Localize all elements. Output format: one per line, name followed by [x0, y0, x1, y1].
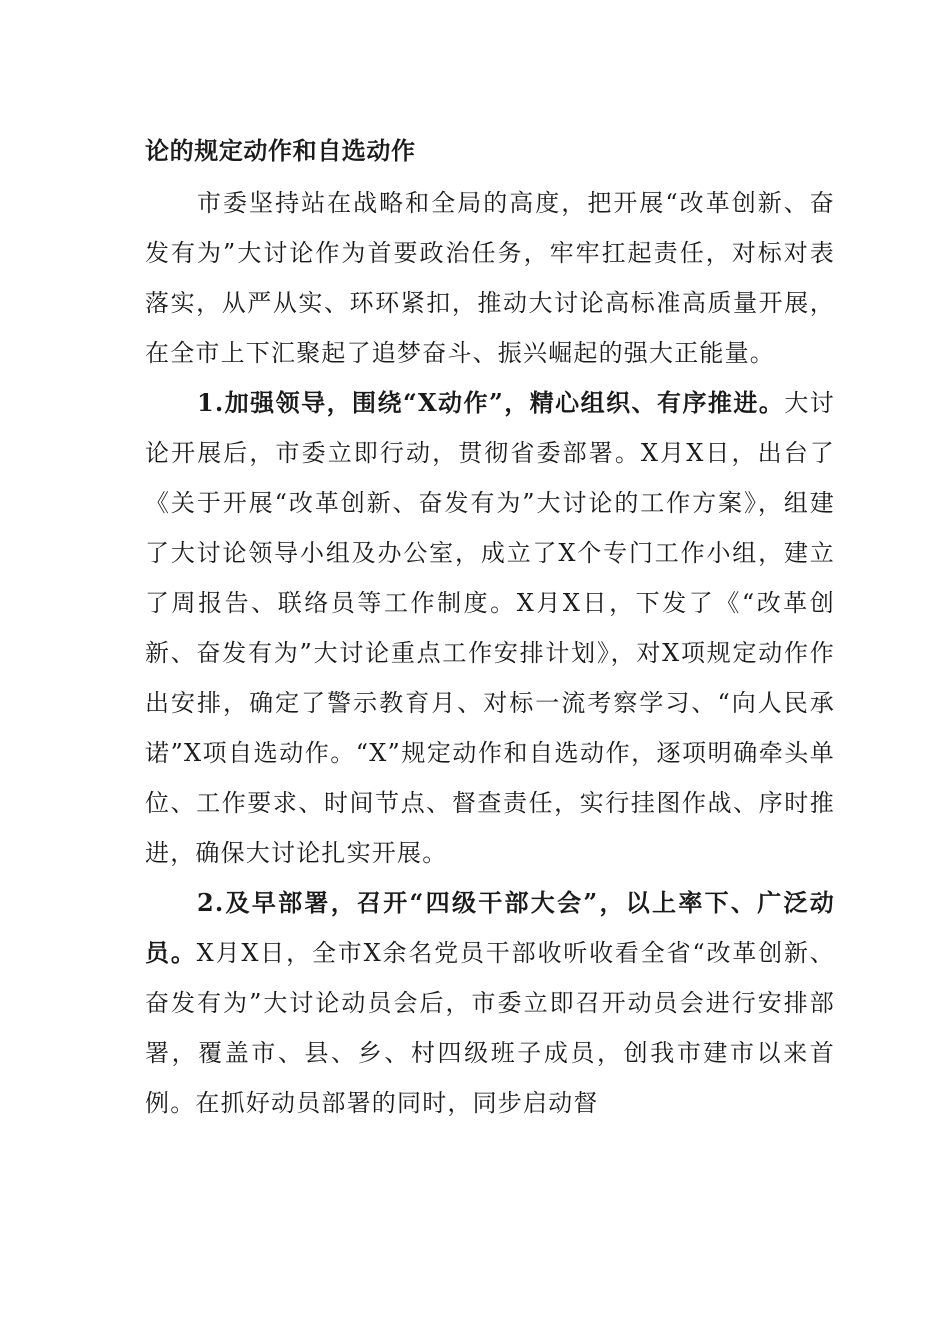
paragraph-lead: 2.及早部署，召开“四级干部大会”，以上率下、广泛动员。: [145, 888, 835, 967]
paragraph-intro: [145, 178, 835, 378]
paragraph-text: 市委坚持站在战略和全局的高度，把开展“改革创新、奋发有为”大讨论作为首要政治任务，牢牢扛起责任，对标对表落实，从严从实、环环紧扣，推动大讨论高标准高质量开展，在全市上下汇聚起了追梦奋斗、振兴崛起的强大正能量。: [145, 189, 835, 367]
section-heading: 论的规定动作和自选动作: [145, 136, 416, 165]
paragraph-item-2: [145, 878, 835, 1128]
paragraph-item-1: [145, 378, 835, 878]
document-body: [145, 128, 835, 1128]
paragraph-text: X月X日，全市X余名党员干部收听收看全省“改革创新、奋发有为”大讨论动员会后，市委立即召开动员会进行安排部署，覆盖市、县、乡、村四级班子成员，创我市建市以来首例。在抓好动员部署的同时，同步启动督: [145, 939, 835, 1117]
paragraph-text: 大讨论开展后，市委立即行动，贯彻省委部署。X月X日，出台了《关于开展“改革创新、奋发有为”大讨论的工作方案》，组建了大讨论领导小组及办公室，成立了X个专门工作小组，建立了周报告、联络员等工作制度。X月X日，下发了《“改革创新、奋发有为”大讨论重点工作安排计划》，对X项规定动作作出安排，确定了警示教育月、对标一流考察学习、“向人民承诺”X项自选动作。“X”规定动作和自选动作，逐项明确牵头单位、工作要求、时间节点、督查责任，实行挂图作战、序时推进，确保大讨论扎实开展。: [145, 389, 835, 867]
paragraph-lead: 1.加强领导，围绕“X动作”，精心组织、有序推进。: [197, 388, 785, 417]
